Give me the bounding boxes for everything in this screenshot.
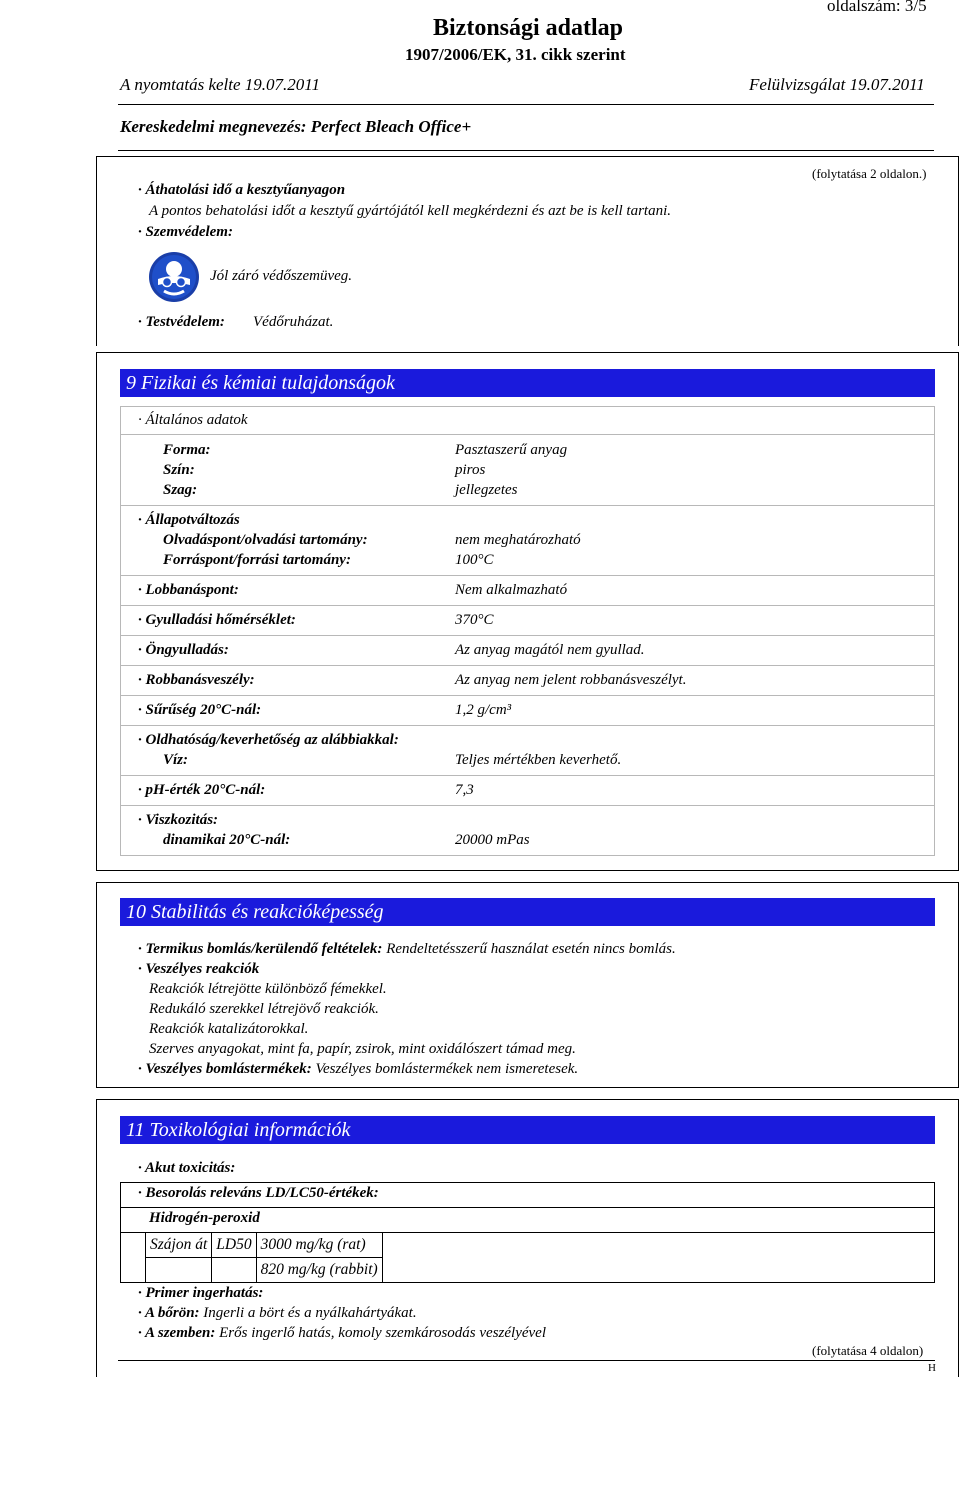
viscosity-label: · Viszkozitás: [138,812,219,828]
water-value: Teljes mértékben keverhető. [455,752,622,768]
breakthrough-label: · Áthatolási idő a kesztyűanyagon [138,182,346,198]
dangerous-reactions-label: · Veszélyes reakciók [138,961,260,977]
section9-title: 9 Fizikai és kémiai tulajdonságok [120,369,935,397]
state-change-label: · Állapotváltozás [138,512,240,528]
page-number: oldalszám: 3/5 [827,0,927,15]
separator [120,635,935,636]
odor-label: Szag: [163,482,198,498]
solubility-label: · Oldhatóság/keverhetőség az alábbiakkal: [138,732,399,748]
eye-protection-label: · Szemvédelem: [138,224,233,240]
table-left-rule [120,1182,121,1282]
eye-value: Erős ingerlő hatás, komoly szemkárosodás veszélyével [219,1325,547,1341]
skin-value: Ingerli a bört és a nyálkahártyákat. [203,1305,417,1321]
ld50-table [145,1232,383,1283]
thermal-row [138,941,676,958]
table-rule [120,1207,935,1208]
route-cell: Szájon át [146,1233,212,1258]
section11-title: 11 Toxikológiai információk [120,1116,935,1144]
color-value: piros [455,462,486,478]
section10-title: 10 Stabilitás és reakcióképesség [120,898,935,926]
decomposition-label: · Veszélyes bomlástermékek: [138,1061,312,1077]
self-ignition-label: · Öngyulladás: [138,642,229,658]
separator [120,725,935,726]
revision-date: Felülvizsgálat 19.07.2011 [749,75,925,94]
type-cell [212,1258,256,1283]
table-top-rule [120,1182,935,1183]
continued-to: (folytatása 4 oldalon) [812,1343,924,1358]
boiling-value: 100°C [455,552,494,568]
flash-point-value: Nem alkalmazható [455,582,568,598]
footer-mark: H [928,1362,936,1374]
route-cell [146,1258,212,1283]
density-label: · Sűrűség 20°C-nál: [138,702,262,718]
explosion-label: · Robbanásveszély: [138,672,255,688]
form-label: Forma: [163,442,211,458]
separator [120,505,935,506]
separator [120,665,935,666]
form-value: Pasztaszerű anyag [455,442,568,458]
self-ignition-value: Az anyag magától nem gyullad. [455,642,645,658]
body-protection-label: · Testvédelem: [138,314,225,330]
boiling-label: Forráspont/forrási tartomány: [163,552,351,568]
body-protection-text: Védőruházat. [253,314,334,330]
print-date: A nyomtatás kelte 19.07.2011 [120,75,321,94]
table-row [146,1258,383,1283]
decomposition-row [138,1061,578,1078]
acute-toxicity-label: · Akut toxicitás: [138,1160,236,1176]
table-right-rule [934,1182,935,1282]
ignition-value: 370°C [455,612,494,628]
density-value: 1,2 g/cm³ [455,702,512,718]
melting-value: nem meghatározható [455,532,581,548]
odor-value: jellegzetes [455,482,518,498]
header-divider [118,104,934,105]
document-subtitle: 1907/2006/EK, 31. cikk szerint [405,45,626,64]
reaction-1: Reakciók létrejötte különböző fémekkel. [149,981,387,997]
flash-point-label: · Lobbanáspont: [138,582,239,598]
separator [120,695,935,696]
goggles-icon [148,251,200,303]
reaction-3: Reakciók katalizátorokkal. [149,1021,309,1037]
dynamic-viscosity-label: dinamikai 20°C-nál: [163,832,291,848]
ignition-label: · Gyulladási hőmérséklet: [138,612,296,628]
color-label: Szín: [163,462,195,478]
thermal-label: · Termikus bomlás/kerülendő feltételek: [138,941,383,957]
separator [120,605,935,606]
reaction-2: Redukáló szerekkel létrejövő reakciók. [149,1001,379,1017]
skin-label: · A bőrön: [138,1305,200,1321]
decomposition-value: Veszélyes bomlástermékek nem ismeretesek. [315,1061,579,1077]
eye-label: · A szemben: [138,1325,216,1341]
explosion-value: Az anyag nem jelent robbanásveszélyt. [455,672,687,688]
ph-value: 7,3 [455,782,474,798]
substance-name: Hidrogén-peroxid [149,1210,260,1226]
document-title: Biztonsági adatlap [433,15,624,41]
table-row [146,1233,383,1258]
separator [120,575,935,576]
primary-irritation-label: · Primer ingerhatás: [138,1285,264,1301]
eye-row [138,1325,546,1342]
product-name: Kereskedelmi megnevezés: Perfect Bleach Office+ [120,117,472,136]
header-divider-2 [118,150,934,151]
value-cell: 820 mg/kg (rabbit) [256,1258,382,1283]
separator [120,434,935,435]
value-cell: 3000 mg/kg (rat) [256,1233,382,1258]
general-data-label: · Általános adatok [138,412,248,428]
separator [120,805,935,806]
thermal-value: Rendeltetésszerű használat esetén nincs bomlás. [386,941,676,957]
separator [120,775,935,776]
table-bottom-rule [120,1282,935,1283]
type-cell: LD50 [212,1233,256,1258]
ld-values-label: · Besorolás releváns LD/LC50-értékek: [138,1185,379,1201]
melting-label: Olvadáspont/olvadási tartomány: [163,532,368,548]
reaction-4: Szerves anyagokat, mint fa, papír, zsirok, mint oxidálószert támad meg. [149,1041,576,1057]
dynamic-viscosity-value: 20000 mPas [455,832,530,848]
breakthrough-text: A pontos behatolási időt a kesztyű gyártójától kell megkérdezni és azt be is kell tartani. [149,203,672,219]
skin-row [138,1305,417,1322]
water-label: Víz: [163,752,189,768]
footer-rule [118,1360,935,1361]
continued-from: (folytatása 2 oldalon.) [812,166,927,181]
eye-protection-text: Jól záró védőszemüveg. [210,268,353,284]
ph-label: · pH-érték 20°C-nál: [138,782,266,798]
